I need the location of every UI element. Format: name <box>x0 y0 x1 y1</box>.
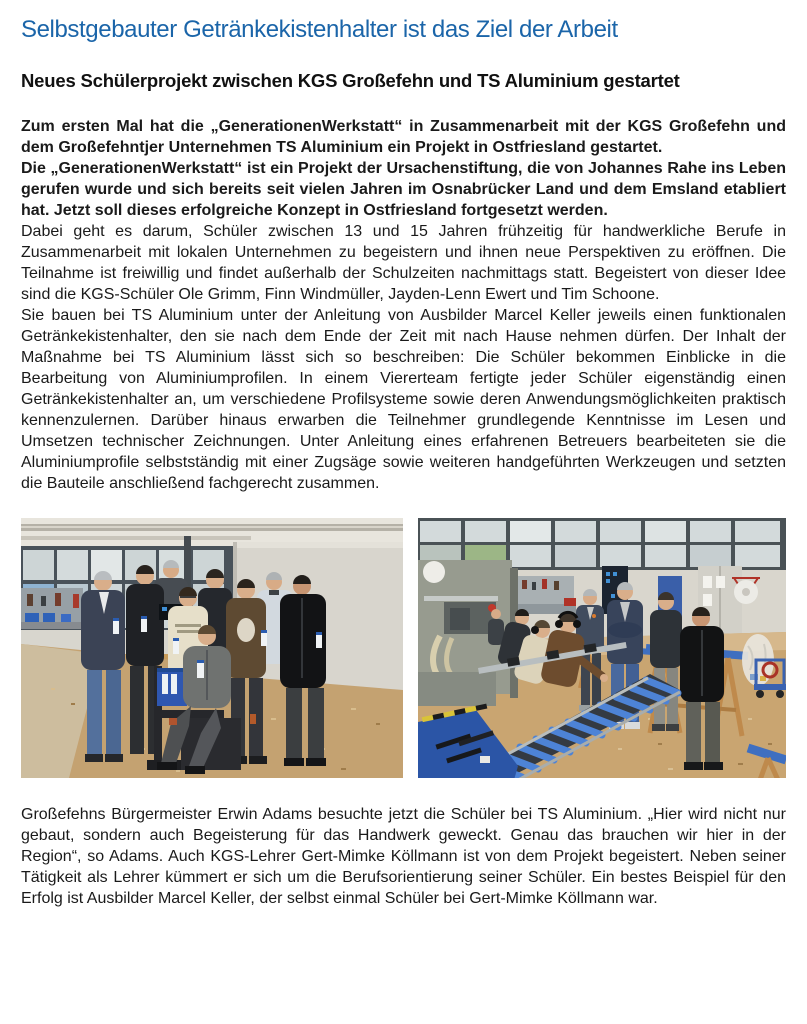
group-photo-graphic <box>21 518 403 778</box>
lead-paragraph-2: Die „GenerationenWerkstatt“ ist ein Projekt der Ursachenstiftung, die von Johannes Rahe ins Leben gerufen wurde und sich bereits seit vielen Jahren im Osnabrücker Land und dem Emsland etabliert hat. Jetzt soll dieses erfolgreiche Konzept in Ostfriesland fortgesetzt werden. <box>21 159 786 219</box>
body-paragraph-1: Dabei geht es darum, Schüler zwischen 13 und 15 Jahren frühzeitig für handwerkliche Berufe in Zusammenarbeit mit lokalen Unternehmen zu begeistern und ihnen neue Perspektiven zu eröffnen. Die Teilnahme ist freiwillig und findet außerhalb der Schulzeiten nachmittags statt. Begeistert von dieser Idee sind die KGS-Schüler Ole Grimm, Finn Windmüller, Jayden-Lenn Ewert und Tim Schoone. <box>21 222 786 303</box>
body-paragraph-2: Sie bauen bei TS Aluminium unter der Anleitung von Ausbilder Marcel Keller jeweils einen funktionalen Getränkekistenhalter, den sie nach dem Ende der Zeit mit nach Hause nehmen dürfen. Der Inhalt der Maßnahme bei TS Aluminium lässt sich so beschreiben: Die Schüler bekommen Einblicke in die Bearbeitung von Aluminiumprofilen. In einem Viererteam fertigte jeder Schüler eigenständig einen Getränkekistenhalter an, um verschiedene Profilsysteme sowie deren Anwendungsmöglichkeiten praktisch kennenzulernen. Darüber hinaus erwarben die Teilnehmer grundlegende Kenntnisse im Lesen und Umsetzen technischer Zeichnungen. Unter Anleitung eines erfahrenen Betreuers bearbeiteten sie die Aluminiumprofile selbstständig mit einer Zugsäge sowie weiteren handgeführten Werkzeugen und setzten die Bauteile anschließend fachgerecht zusammen. <box>21 306 786 492</box>
group-photo <box>21 518 403 778</box>
workshop-photo-graphic <box>418 518 786 778</box>
page-title: Selbstgebauter Getränkekistenhalter ist das Ziel der Arbeit <box>21 16 618 43</box>
lead-paragraph-1: Zum ersten Mal hat die „GenerationenWerkstatt“ in Zusammenarbeit mit der KGS Großefehn und dem Großefehntjer Unternehmen TS Aluminium ein Projekt in Ostfriesland gestartet. <box>21 117 786 156</box>
photo-row <box>21 518 786 778</box>
article-subtitle: Neues Schülerprojekt zwischen KGS Großefehn und TS Aluminium gestartet <box>21 69 680 91</box>
closing-paragraph: Großefehns Bürgermeister Erwin Adams besuchte jetzt die Schüler bei TS Aluminium. „Hier wird nicht nur gebaut, sondern auch Begeisterung für das Handwerk geweckt. Genau das brauchen wir hier in der Region“, so Adams. Auch KGS-Lehrer Gert-Mimke Köllmann ist von dem Projekt begeistert. Neben seiner Tätigkeit als Lehrer kümmert er sich um die Berufsorientierung seiner Schüler. Ein bestes Beispiel für den Erfolg ist Ausbilder Marcel Keller, der selbst einmal Schüler bei Gert-Mimke Köllmann war. <box>21 805 786 907</box>
workshop-photo <box>418 518 786 778</box>
article-body <box>21 116 786 494</box>
